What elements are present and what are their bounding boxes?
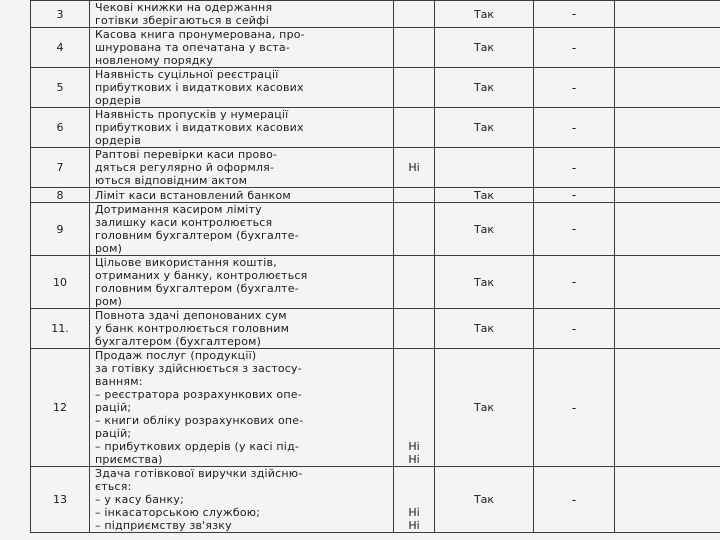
text-line: за готівку здійснюється з застосу-	[95, 362, 302, 375]
answer-no-cell	[394, 148, 435, 188]
row-text	[90, 1, 394, 28]
dash-mark: -	[534, 256, 615, 309]
checklist-body	[31, 1, 720, 533]
answer-no-cell	[394, 28, 435, 68]
text-line: прибуткових і видаткових касових	[95, 81, 304, 94]
answer-yes	[435, 148, 534, 188]
text-line: рацій;	[95, 401, 132, 414]
answer-yes: Так	[435, 188, 534, 203]
answer-no: Ні	[408, 440, 420, 453]
dash-mark: -	[534, 28, 615, 68]
text-line: у банк контролюється головним	[95, 322, 290, 335]
table-row	[31, 467, 720, 533]
dash-mark: -	[534, 188, 615, 203]
answer-yes: Так	[435, 68, 534, 108]
row-text	[90, 467, 394, 533]
text-line: Ліміт каси встановлений банком	[95, 188, 291, 202]
table-row	[31, 1, 720, 28]
dash-mark: -	[534, 349, 615, 467]
row-number: 3	[31, 1, 90, 28]
table-row	[31, 28, 720, 68]
text-line: – інкасаторською службою;	[95, 506, 261, 519]
text-line: ються відповідним актом	[95, 174, 248, 187]
text-line: Касова книга пронумерована, про-	[95, 28, 305, 41]
text-line: приємства)	[95, 453, 163, 466]
empty-cell	[615, 309, 720, 349]
empty-cell	[615, 68, 720, 108]
answer-no-cell	[394, 467, 435, 533]
answer-no: Ні	[408, 161, 420, 174]
table-row	[31, 188, 720, 203]
text-line: дяться регулярно й оформля-	[95, 161, 275, 174]
text-line: бухгалтером (бухгалтером)	[95, 335, 262, 348]
text-line: Дотримання касиром ліміту	[95, 203, 262, 216]
answer-yes: Так	[435, 467, 534, 533]
row-text	[90, 256, 394, 309]
text-line: прибуткових і видаткових касових	[95, 121, 304, 134]
answer-no-cell	[394, 1, 435, 28]
text-line: головним бухгалтером (бухгалте-	[95, 282, 299, 295]
checklist-table	[30, 0, 720, 533]
row-text	[90, 309, 394, 349]
empty-cell	[615, 256, 720, 309]
answer-no-cell	[394, 188, 435, 203]
text-line: Раптові перевірки каси прово-	[95, 148, 278, 161]
dash-mark: -	[534, 467, 615, 533]
empty-cell	[615, 349, 720, 467]
text-line: Цільове використання коштів,	[95, 256, 277, 269]
answer-no-cell	[394, 203, 435, 256]
text-line: ордерів	[95, 134, 142, 147]
text-line: отриманих у банку, контролюється	[95, 269, 308, 282]
text-line: Наявність суцільної реєстрації	[95, 68, 279, 81]
answer-yes: Так	[435, 1, 534, 28]
answer-no-cell	[394, 108, 435, 148]
empty-cell	[615, 1, 720, 28]
text-line: – книги обліку розрахункових опе-	[95, 414, 304, 427]
row-number: 4	[31, 28, 90, 68]
text-line: головним бухгалтером (бухгалте-	[95, 229, 299, 242]
table-row	[31, 108, 720, 148]
row-number: 12	[31, 349, 90, 467]
answer-no: Ні	[408, 453, 420, 466]
answer-yes: Так	[435, 256, 534, 309]
table-row	[31, 203, 720, 256]
text-line: Наявність пропусків у нумерації	[95, 108, 289, 121]
table-row	[31, 148, 720, 188]
text-line: Повнота здачі депонованих сум	[95, 309, 287, 322]
table-row	[31, 68, 720, 108]
text-line: рацій;	[95, 427, 132, 440]
answer-no-cell	[394, 256, 435, 309]
empty-cell	[615, 28, 720, 68]
dash-mark: -	[534, 1, 615, 28]
dash-mark: -	[534, 108, 615, 148]
dash-mark: -	[534, 309, 615, 349]
row-number: 7	[31, 148, 90, 188]
row-number: 9	[31, 203, 90, 256]
answer-yes: Так	[435, 203, 534, 256]
row-text	[90, 188, 394, 203]
row-number: 10	[31, 256, 90, 309]
text-line: Здача готівкової виручки здійсню-	[95, 467, 303, 480]
answer-no: Ні	[408, 506, 420, 519]
table-row	[31, 349, 720, 467]
row-text	[90, 203, 394, 256]
text-line: новленому порядку	[95, 54, 214, 67]
row-number: 5	[31, 68, 90, 108]
dash-mark: -	[534, 148, 615, 188]
text-line: – прибуткових ордерів (у касі під-	[95, 440, 300, 453]
text-line: ється:	[95, 480, 132, 493]
dash-mark: -	[534, 68, 615, 108]
text-line: ром)	[95, 295, 123, 308]
row-number: 11.	[31, 309, 90, 349]
table-row	[31, 309, 720, 349]
answer-yes: Так	[435, 28, 534, 68]
text-line: готівки зберігаються в сейфі	[95, 14, 270, 27]
dash-mark: -	[534, 203, 615, 256]
answer-yes: Так	[435, 309, 534, 349]
text-line: ванням:	[95, 375, 143, 388]
answer-yes: Так	[435, 349, 534, 467]
text-line: – реєстратора розрахункових опе-	[95, 388, 302, 401]
text-line: Чекові книжки на одержання	[95, 1, 273, 14]
row-text	[90, 108, 394, 148]
text-line: ром)	[95, 242, 123, 255]
row-number: 13	[31, 467, 90, 533]
empty-cell	[615, 108, 720, 148]
empty-cell	[615, 203, 720, 256]
row-text	[90, 349, 394, 467]
answer-no-cell	[394, 349, 435, 467]
row-text	[90, 68, 394, 108]
table-row	[31, 256, 720, 309]
row-text	[90, 28, 394, 68]
text-line: шнурована та опечатана у вста-	[95, 41, 290, 54]
text-line: ордерів	[95, 94, 142, 107]
answer-no-cell	[394, 68, 435, 108]
empty-cell	[615, 467, 720, 533]
row-number: 8	[31, 188, 90, 203]
text-line: Продаж послуг (продукції)	[95, 349, 257, 362]
empty-cell	[615, 188, 720, 203]
answer-no-cell	[394, 309, 435, 349]
row-text	[90, 148, 394, 188]
answer-yes: Так	[435, 108, 534, 148]
answer-no: Ні	[408, 519, 420, 532]
row-number: 6	[31, 108, 90, 148]
text-line: – у касу банку;	[95, 493, 185, 506]
text-line: – підприємству зв'язку	[95, 519, 232, 532]
empty-cell	[615, 148, 720, 188]
text-line: залишку каси контролюється	[95, 216, 273, 229]
